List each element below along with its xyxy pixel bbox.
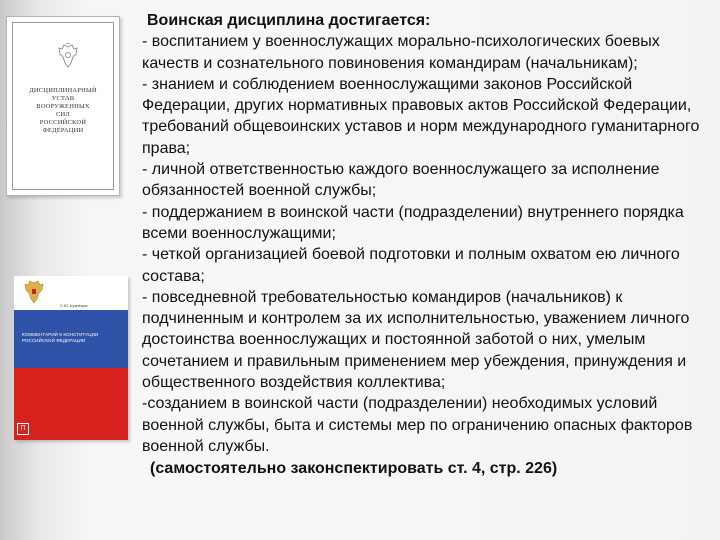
list-item: - повседневной требовательностью командиров (начальников) к подчиненным и контролем за их исполнительностью, уважением личного достоинства военнослужащих и постоянной заботой о них, умелым сочетанием и правильным применением мер убеждения, принуждения и общественного воздействия коллектива; bbox=[142, 288, 690, 392]
list-item: - личной ответственностью каждого военнослужащего за исполнение обязанностей военной службы; bbox=[142, 161, 660, 200]
book-cover-disciplinary-regulations bbox=[6, 16, 120, 196]
book-cover-red-band bbox=[14, 368, 128, 440]
list-item: - поддержанием в воинской части (подразделении) внутреннего порядка всеми военнослужащими; bbox=[142, 203, 684, 242]
list-item: -созданием в воинской части (подразделении) необходимых условий военной службы, быта и системы мер по ограничению опасных факторов военной службы. bbox=[142, 395, 693, 455]
book-cover-constitution-commentary bbox=[14, 276, 128, 440]
list-item: - четкой организацией боевой подготовки и полным охватом ею личного состава; bbox=[142, 246, 680, 285]
book-title: ДИСЦИПЛИНАРНЫЙ УСТАВ ВООРУЖЕННЫХ СИЛ РОССИЙСКОЙ ФЕДЕРАЦИИ bbox=[29, 87, 97, 134]
assignment-note: (самостоятельно законспектировать ст. 4, стр. 226) bbox=[150, 460, 558, 478]
publisher-logo: П bbox=[17, 423, 29, 435]
book-cover-frame bbox=[12, 22, 114, 190]
list-item: - воспитанием у военнослужащих морально-психологических боевых качеств и сознательного повиновения командирам (начальникам); bbox=[142, 33, 660, 72]
book-title: КОММЕНТАРИЙ К КОНСТИТУЦИИ РОССИЙСКОЙ ФЕДЕРАЦИИ bbox=[22, 332, 99, 343]
book-cover-white-band bbox=[14, 276, 128, 310]
double-headed-eagle-icon bbox=[24, 280, 44, 304]
list-item: - знанием и соблюдением военнослужащими законов Российской Федерации, других нормативных правовых актов Российской Федерации, требований общевоинских уставов и норм международного гуманитарного права; bbox=[142, 75, 700, 157]
book-author: С.Ю. Кузнецов bbox=[60, 303, 88, 308]
book-cover-blue-band bbox=[14, 310, 128, 368]
double-headed-eagle-icon bbox=[57, 43, 79, 69]
section-heading: Воинская дисциплина достигается: bbox=[147, 12, 431, 29]
main-text bbox=[142, 10, 714, 480]
